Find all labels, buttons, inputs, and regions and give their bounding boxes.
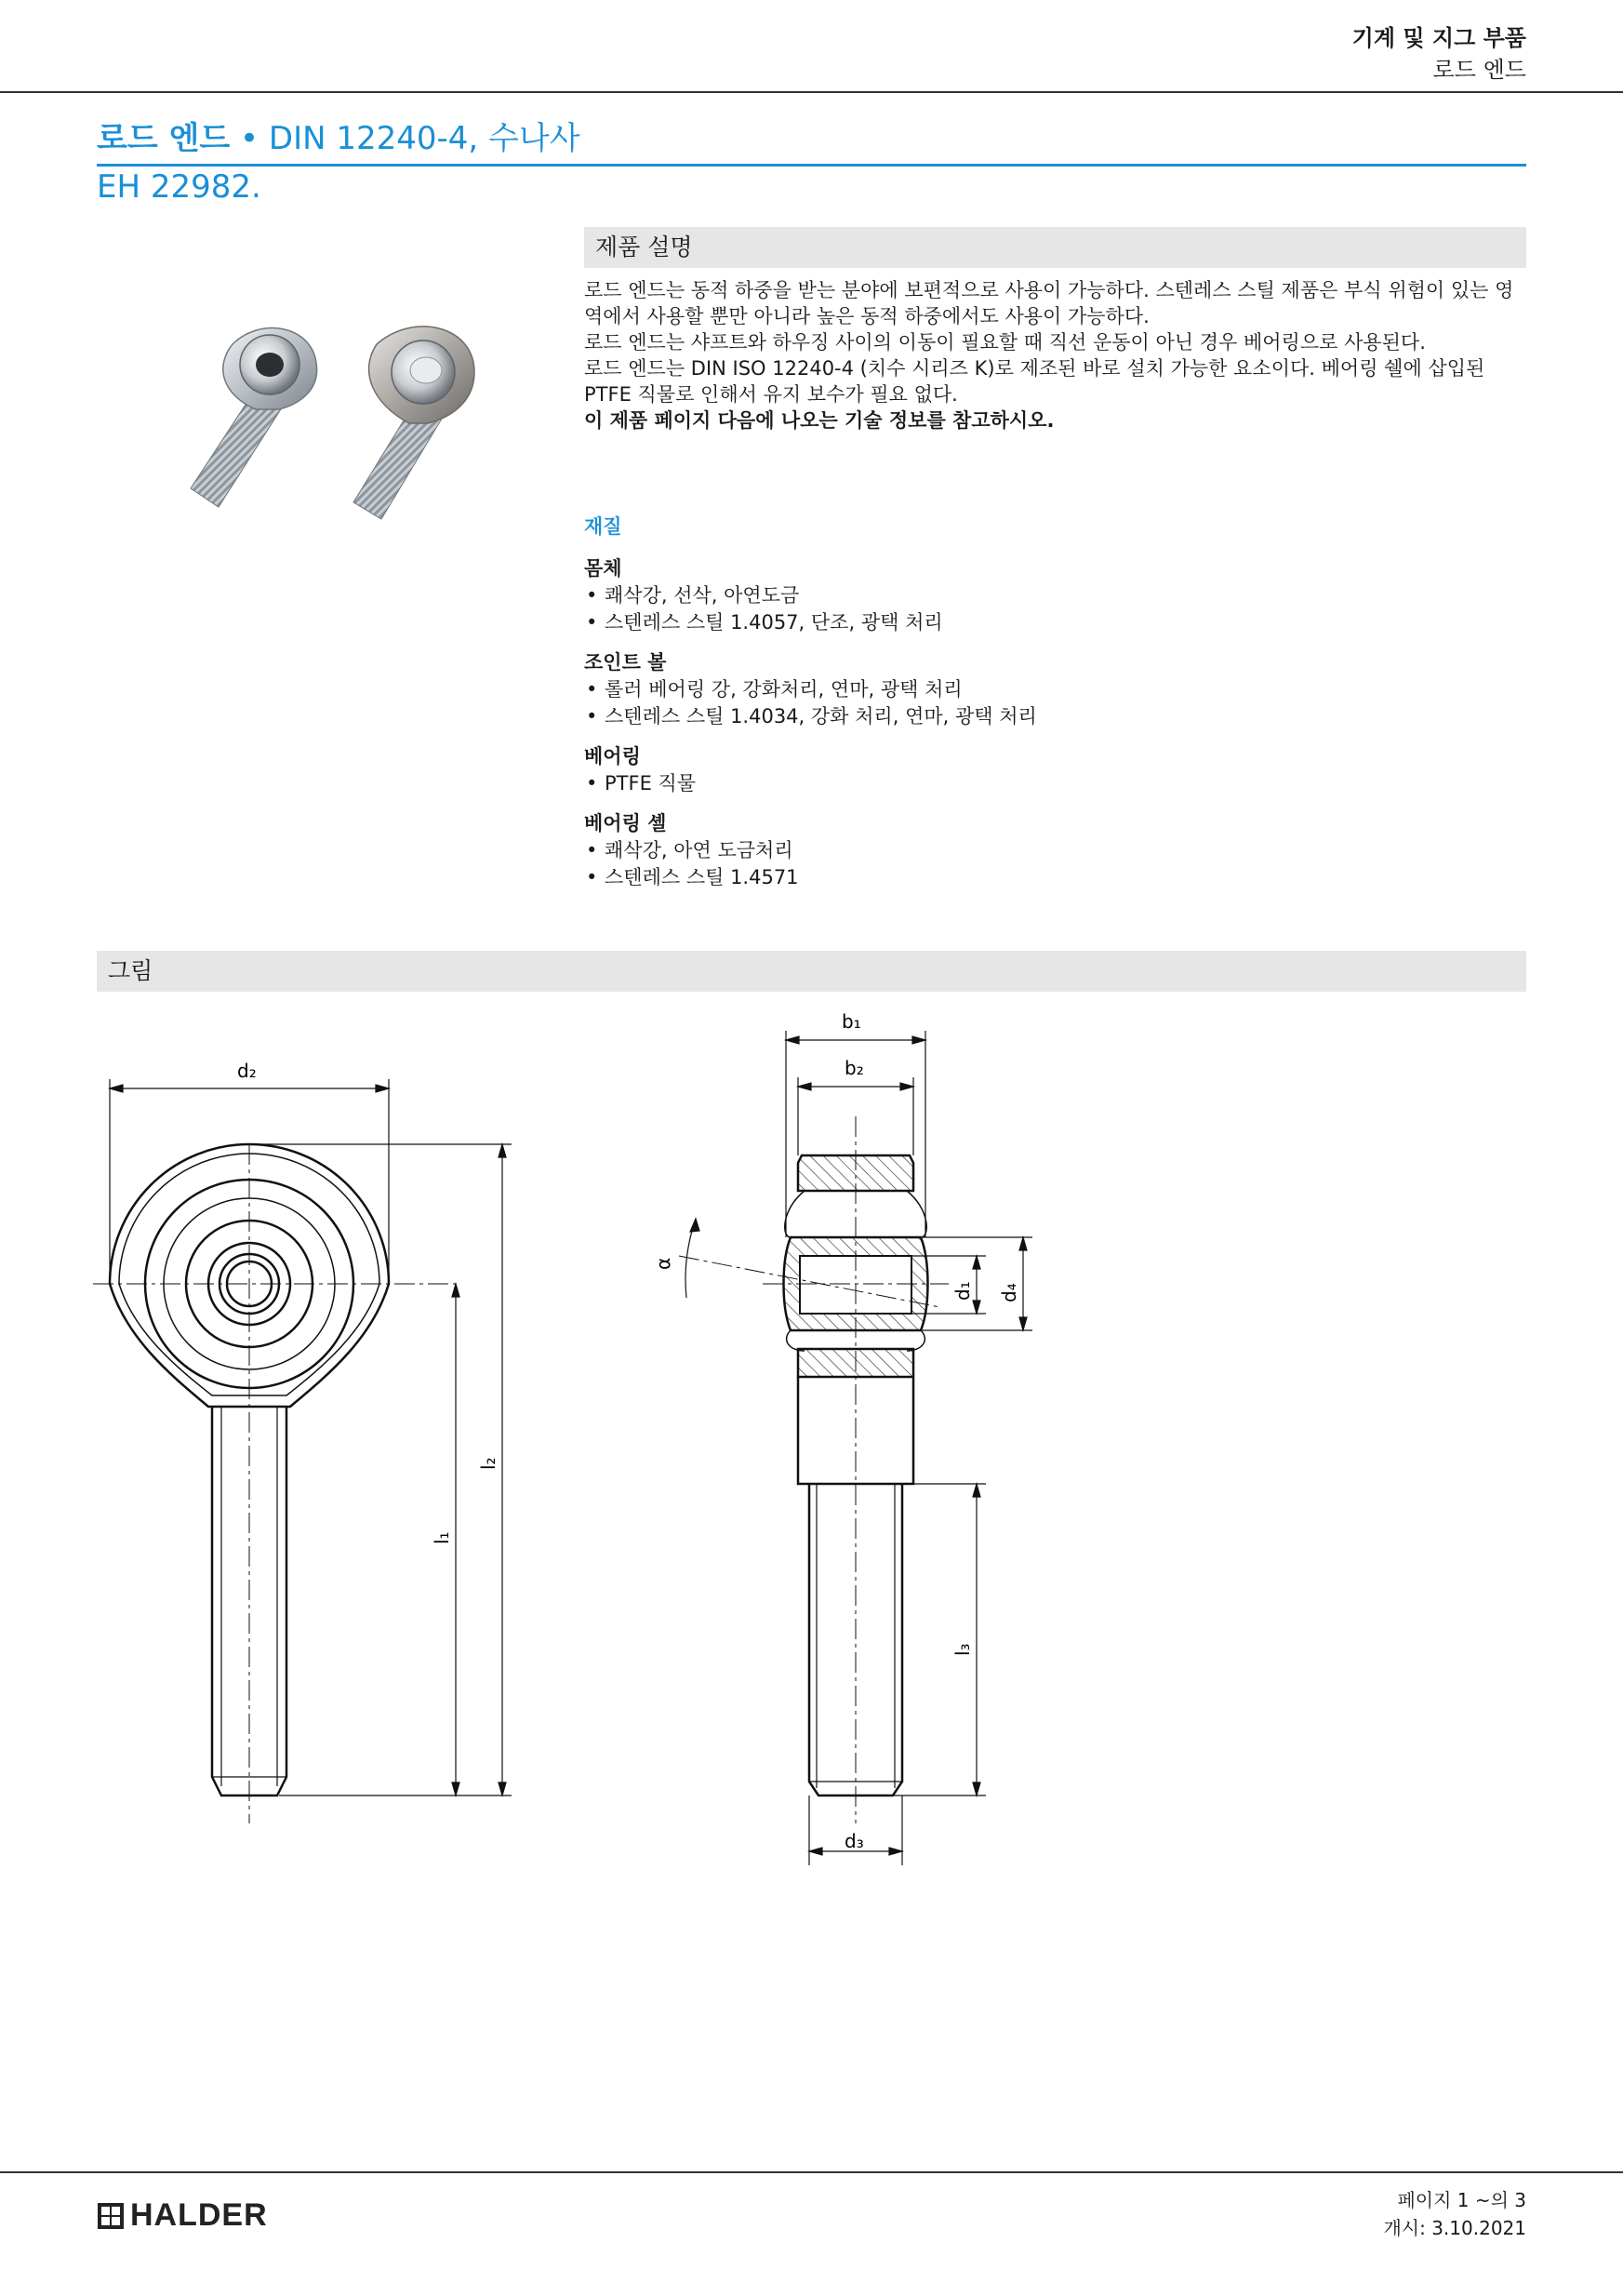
front-dimensions bbox=[110, 1079, 512, 1795]
label-d3: d₃ bbox=[845, 1830, 864, 1852]
page-title bbox=[97, 119, 580, 158]
product-description bbox=[584, 277, 1519, 434]
material-heading: 재질 bbox=[584, 515, 622, 538]
figure-section-header bbox=[97, 951, 1526, 992]
label-alpha: α bbox=[652, 1257, 674, 1270]
material-group-title: 베어링 bbox=[584, 745, 641, 768]
front-centerlines bbox=[93, 1144, 456, 1823]
material-group-shell bbox=[584, 810, 1068, 891]
description-paragraph: 로드 엔드는 샤프트와 하우징 사이의 이동이 필요할 때 직선 운동이 아닌 경우 베어링으로 사용된다. bbox=[584, 331, 1426, 354]
material-group-body bbox=[584, 555, 1068, 636]
material-item: • 스텐레스 스틸 1.4571 bbox=[584, 864, 1068, 891]
rod-end-stainless bbox=[353, 327, 474, 519]
side-centerlines bbox=[679, 1116, 949, 1823]
material-item: • 롤러 베어링 강, 강화처리, 연마, 광택 처리 bbox=[584, 676, 1068, 703]
material-item: • PTFE 직물 bbox=[584, 770, 1068, 797]
material-group-title: 조인트 볼 bbox=[584, 651, 667, 674]
issue-date: 개시: 3.10.2021 bbox=[1383, 2217, 1526, 2239]
brand-name: HALDER bbox=[130, 2197, 268, 2233]
product-photo bbox=[130, 307, 530, 521]
label-d4: d₄ bbox=[998, 1283, 1020, 1302]
figure-heading: 그림 bbox=[108, 957, 153, 984]
label-d2: d₂ bbox=[237, 1060, 257, 1082]
page-number: 페이지 1 ~의 3 bbox=[1397, 2189, 1526, 2211]
label-d1: d₁ bbox=[951, 1281, 974, 1301]
description-paragraph: 로드 엔드는 동적 하중을 받는 분야에 보편적으로 사용이 가능하다. 스텐레스 스틸 제품은 부식 위험이 있는 영역에서 사용할 뿐만 아니라 높은 동적 하중에서도 사용이 가능하다. bbox=[584, 279, 1514, 327]
description-note: 이 제품 페이지 다음에 나오는 기술 정보를 참고하시오. bbox=[584, 409, 1055, 432]
halder-logo-icon bbox=[97, 2202, 125, 2230]
footer-divider bbox=[0, 2171, 1623, 2173]
material-group-ball bbox=[584, 649, 1068, 730]
title-main: 로드 엔드 bbox=[97, 120, 231, 157]
label-b2: b₂ bbox=[845, 1057, 864, 1079]
material-group-bearing bbox=[584, 743, 1068, 797]
header-subcategory: 로드 엔드 bbox=[1432, 57, 1526, 83]
material-group-title: 몸체 bbox=[584, 557, 622, 580]
title-rest: DIN 12240-4, 수나사 bbox=[268, 120, 580, 157]
header-category: 기계 및 지그 부품 bbox=[1351, 25, 1526, 51]
material-item: • 쾌삭강, 아연 도금처리 bbox=[584, 837, 1068, 864]
material-item: • 스텐레스 스틸 1.4034, 강화 처리, 연마, 광택 처리 bbox=[584, 703, 1068, 730]
product-code: EH 22982. bbox=[97, 168, 261, 206]
label-l2: l₂ bbox=[477, 1457, 499, 1470]
material-item: • 쾌삭강, 선삭, 아연도금 bbox=[584, 582, 1068, 609]
header-divider bbox=[0, 91, 1623, 93]
material-item: • 스텐레스 스틸 1.4057, 단조, 광택 처리 bbox=[584, 609, 1068, 636]
description-paragraph: 로드 엔드는 DIN ISO 12240-4 (치수 시리즈 K)로 제조된 바로 설치 가능한 요소이다. 베어링 쉘에 삽입된 PTFE 직물로 인해서 유지 보수가 필요 없다. bbox=[584, 357, 1485, 406]
technical-drawing bbox=[93, 1005, 1060, 1879]
material-group-title: 베어링 셸 bbox=[584, 812, 667, 834]
footer-info bbox=[1383, 2186, 1526, 2242]
header-block bbox=[1352, 22, 1526, 86]
title-separator: • bbox=[230, 120, 269, 157]
description-section-header bbox=[584, 227, 1526, 268]
label-l3: l₃ bbox=[951, 1643, 974, 1656]
rod-end-zinc bbox=[191, 328, 317, 507]
title-divider bbox=[97, 164, 1526, 167]
label-l1: l₁ bbox=[431, 1531, 453, 1544]
description-heading: 제품 설명 bbox=[595, 234, 693, 260]
material-list bbox=[584, 555, 1068, 904]
brand-logo bbox=[97, 2197, 268, 2234]
label-b1: b₁ bbox=[842, 1010, 861, 1033]
